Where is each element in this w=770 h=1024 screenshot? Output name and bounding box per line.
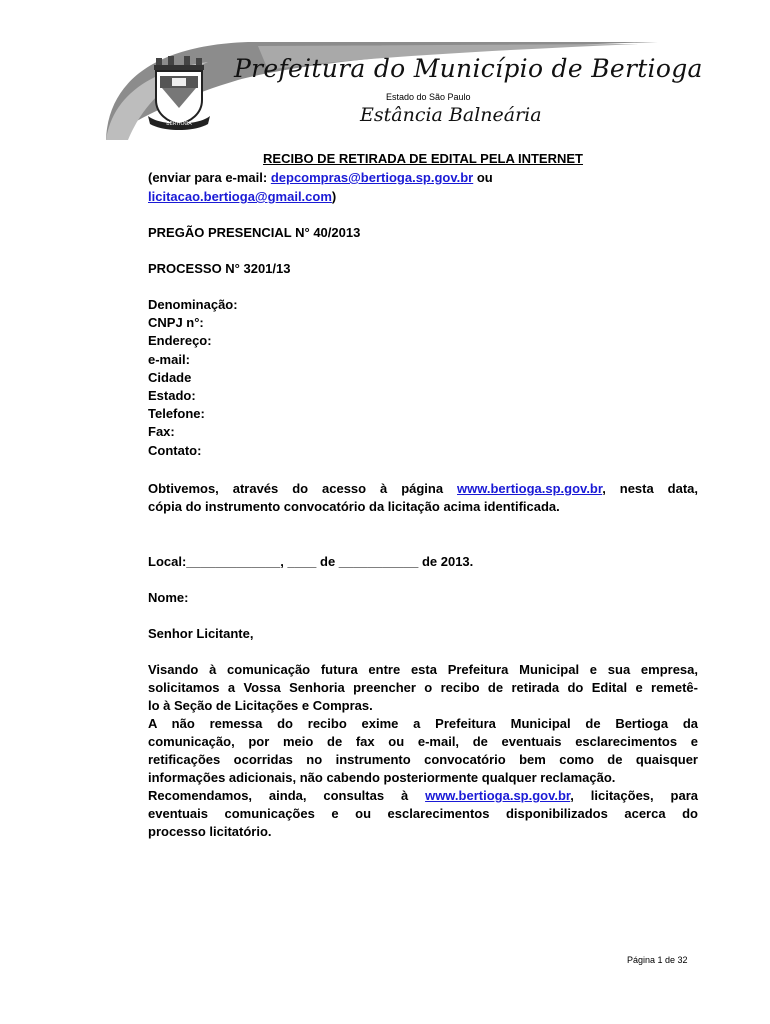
svg-text:BERTIOGA: BERTIOGA [166, 121, 192, 127]
field-contato: Contato: [148, 442, 202, 458]
para2-line-2: comunicação, por meio de fax ou e-mail, de eventuais esclarecimentos e [148, 734, 698, 749]
para3-line-2: eventuais comunicações e ou esclarecimentos disponibilizados acerca do [148, 806, 698, 821]
state-subtitle: Estado do São Paulo [386, 92, 471, 102]
para1-line-2: solicitamos a Vossa Senhoria preencher o recibo de retirada do Edital e remetê- [148, 680, 698, 695]
recomendamos-pre: Recomendamos, ainda, consultas à [148, 788, 426, 803]
field-telefone: Telefone: [148, 406, 205, 422]
nome-line: Nome: [148, 590, 189, 605]
municipality-title: Prefeitura do Município de Bertioga [234, 54, 703, 83]
letterhead [98, 40, 703, 140]
municipal-crest-icon [146, 54, 212, 130]
para1-line-1: Visando à comunicação futura entre esta Prefeitura Municipal e sua empresa, [148, 662, 698, 677]
document-heading: RECIBO DE RETIRADA DE EDITAL PELA INTERNET [263, 151, 583, 166]
form-fields [148, 296, 238, 460]
obtivemos-line-2: cópia do instrumento convocatório da licitação acima identificada. [148, 499, 560, 514]
field-email: e-mail: [148, 351, 190, 367]
salutation: Senhor Licitante, [148, 626, 254, 641]
send-instructions-line2 [148, 188, 336, 206]
field-fax: Fax: [148, 424, 175, 440]
recomendamos-post: , licitações, para [570, 788, 698, 803]
local-date-line: Local:_____________, ____ de ___________ de 2013. [148, 554, 474, 569]
notice-paragraph [148, 661, 698, 841]
para2-line-1: A não remessa do recibo exime a Prefeitura Municipal de Bertioga da [148, 716, 698, 731]
pregao-number: PREGÃO PRESENCIAL N° 40/2013 [148, 225, 361, 240]
email-licitacao-link[interactable]: licitacao.bertioga@gmail.com [148, 189, 332, 204]
para3-line-3: processo licitatório. [148, 824, 272, 839]
obtivemos-post: , nesta data, [602, 481, 698, 496]
para2-line-3: retificações ocorridas no instrumento convocatório bem como de quaisquer [148, 752, 698, 767]
tagline: Estância Balneária [360, 104, 542, 126]
send-close: ) [331, 189, 337, 204]
para2-line-4: informações adicionais, não cabendo posteriormente qualquer reclamação. [148, 770, 616, 785]
para3-line-1 [148, 787, 698, 805]
send-prefix: (enviar para e-mail: [148, 170, 271, 185]
field-cidade: Cidade [148, 369, 192, 385]
obtivemos-pre: Obtivemos, através do acesso à página [148, 481, 458, 496]
field-endereco: Endereço: [148, 333, 212, 349]
send-instructions [148, 169, 493, 187]
obtivemos-line-1 [148, 480, 698, 498]
obtivemos-paragraph [148, 480, 698, 516]
processo-number: PROCESSO N° 3201/13 [148, 261, 291, 276]
send-or: ou [473, 170, 493, 185]
field-estado: Estado: [148, 387, 196, 403]
field-denominacao: Denominação: [148, 297, 238, 312]
field-cnpj: CNPJ n°: [148, 315, 204, 331]
site-link[interactable]: www.bertioga.sp.gov.br [457, 481, 603, 496]
para1-line-3: lo à Seção de Licitações e Compras. [148, 698, 373, 713]
site-link-2[interactable]: www.bertioga.sp.gov.br [425, 788, 571, 803]
email-depcompras-link[interactable]: depcompras@bertioga.sp.gov.br [270, 170, 474, 185]
page-number: Página 1 de 32 [627, 955, 688, 965]
